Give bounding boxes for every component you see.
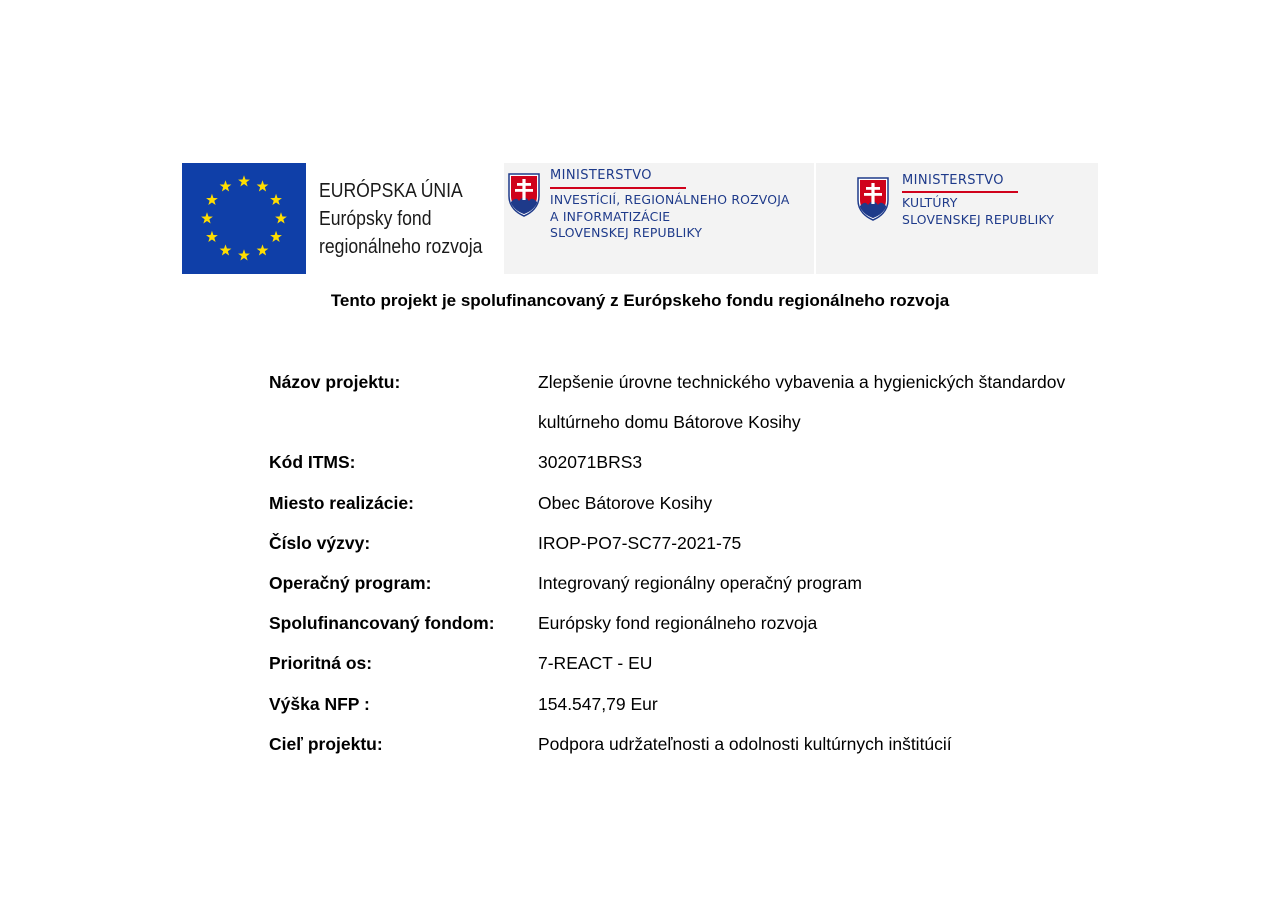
ministry-2-name [902, 195, 1054, 228]
info-label: Miesto realizácie: [269, 492, 414, 513]
slovak-crest-icon [856, 176, 890, 221]
ministry-investment-logo [504, 163, 814, 274]
info-value: 7-REACT - EU [538, 653, 653, 674]
eu-flag-icon [182, 163, 306, 274]
info-value [538, 362, 1149, 442]
ministry-1-name [550, 192, 790, 242]
eu-logo [182, 163, 504, 274]
info-row-fund [269, 603, 1149, 643]
cofinancing-caption: Tento projekt je spolufinancovaný z Európskeho fondu regionálneho rozvoja [330, 291, 950, 310]
eu-star-icon [238, 249, 250, 260]
info-value: Obec Bátorove Kosihy [538, 492, 713, 513]
ministry-1-line: SLOVENSKEJ REPUBLIKY [550, 225, 703, 240]
info-label: Operačný program: [269, 573, 432, 594]
info-value: Integrovaný regionálny operačný program [538, 573, 862, 594]
ministry-1-line: INVESTÍCIÍ, REGIONÁLNEHO ROZVOJA [550, 192, 790, 207]
eu-star-icon [270, 194, 282, 205]
info-row-call-number [269, 523, 1149, 563]
info-row-itms-code [269, 442, 1149, 482]
eu-star-icon [206, 194, 218, 205]
info-label: Kód ITMS: [269, 452, 356, 473]
info-row-location [269, 483, 1149, 523]
eu-star-icon [206, 231, 218, 242]
eu-star-icon [238, 175, 250, 186]
logo-banner [182, 163, 1098, 274]
info-value: IROP-PO7-SC77-2021-75 [538, 532, 742, 553]
info-label: Cieľ projektu: [269, 733, 383, 754]
ministry-2-rule [902, 191, 1018, 193]
eu-star-icon [275, 212, 287, 223]
eu-star-icon [257, 180, 269, 191]
info-value: 302071BRS3 [538, 452, 643, 473]
eu-line-2: Európsky fond [319, 208, 432, 230]
eu-star-icon [270, 231, 282, 242]
info-label: Výška NFP : [269, 693, 370, 714]
eu-star-icon [220, 244, 232, 255]
info-value-line: Zlepšenie úrovne technického vybavenia a hygienických štandardov [538, 372, 1066, 392]
eu-star-icon [257, 244, 269, 255]
eu-logo-text [319, 177, 482, 261]
eu-star-icon [201, 212, 213, 223]
ministry-2-title: MINISTERSTVO [902, 173, 1004, 188]
ministry-1-title: MINISTERSTVO [550, 168, 652, 183]
info-label: Číslo výzvy: [269, 532, 371, 553]
info-value: 154.547,79 Eur [538, 693, 658, 714]
info-value: Európsky fond regionálneho rozvoja [538, 613, 818, 634]
info-row-operational-program [269, 563, 1149, 603]
info-label: Spolufinancovaný fondom: [269, 613, 495, 634]
info-value: Podpora udržateľnosti a odolnosti kultúrnych inštitúcií [538, 733, 952, 754]
eu-line-1: EURÓPSKA ÚNIA [319, 180, 463, 202]
slovak-crest-icon [507, 172, 541, 217]
ministry-1-line: A INFORMATIZÁCIE [550, 208, 671, 224]
info-row-nfp-amount [269, 684, 1149, 724]
info-row-priority-axis [269, 643, 1149, 683]
ministry-2-line: KULTÚRY [902, 195, 958, 210]
ministry-2-line: SLOVENSKEJ REPUBLIKY [902, 211, 1055, 227]
info-label: Prioritná os: [269, 653, 373, 674]
eu-star-icon [220, 180, 232, 191]
project-info-table [269, 362, 1149, 764]
ministry-culture-logo [816, 163, 1098, 274]
info-value-line: kultúrneho domu Bátorove Kosihy [538, 412, 801, 433]
info-row-project-goal [269, 724, 1149, 764]
eu-line-3: regionálneho rozvoja [319, 236, 483, 258]
ministry-1-rule [550, 187, 686, 189]
info-row-project-name [269, 362, 1149, 442]
info-label: Názov projektu: [269, 372, 401, 392]
